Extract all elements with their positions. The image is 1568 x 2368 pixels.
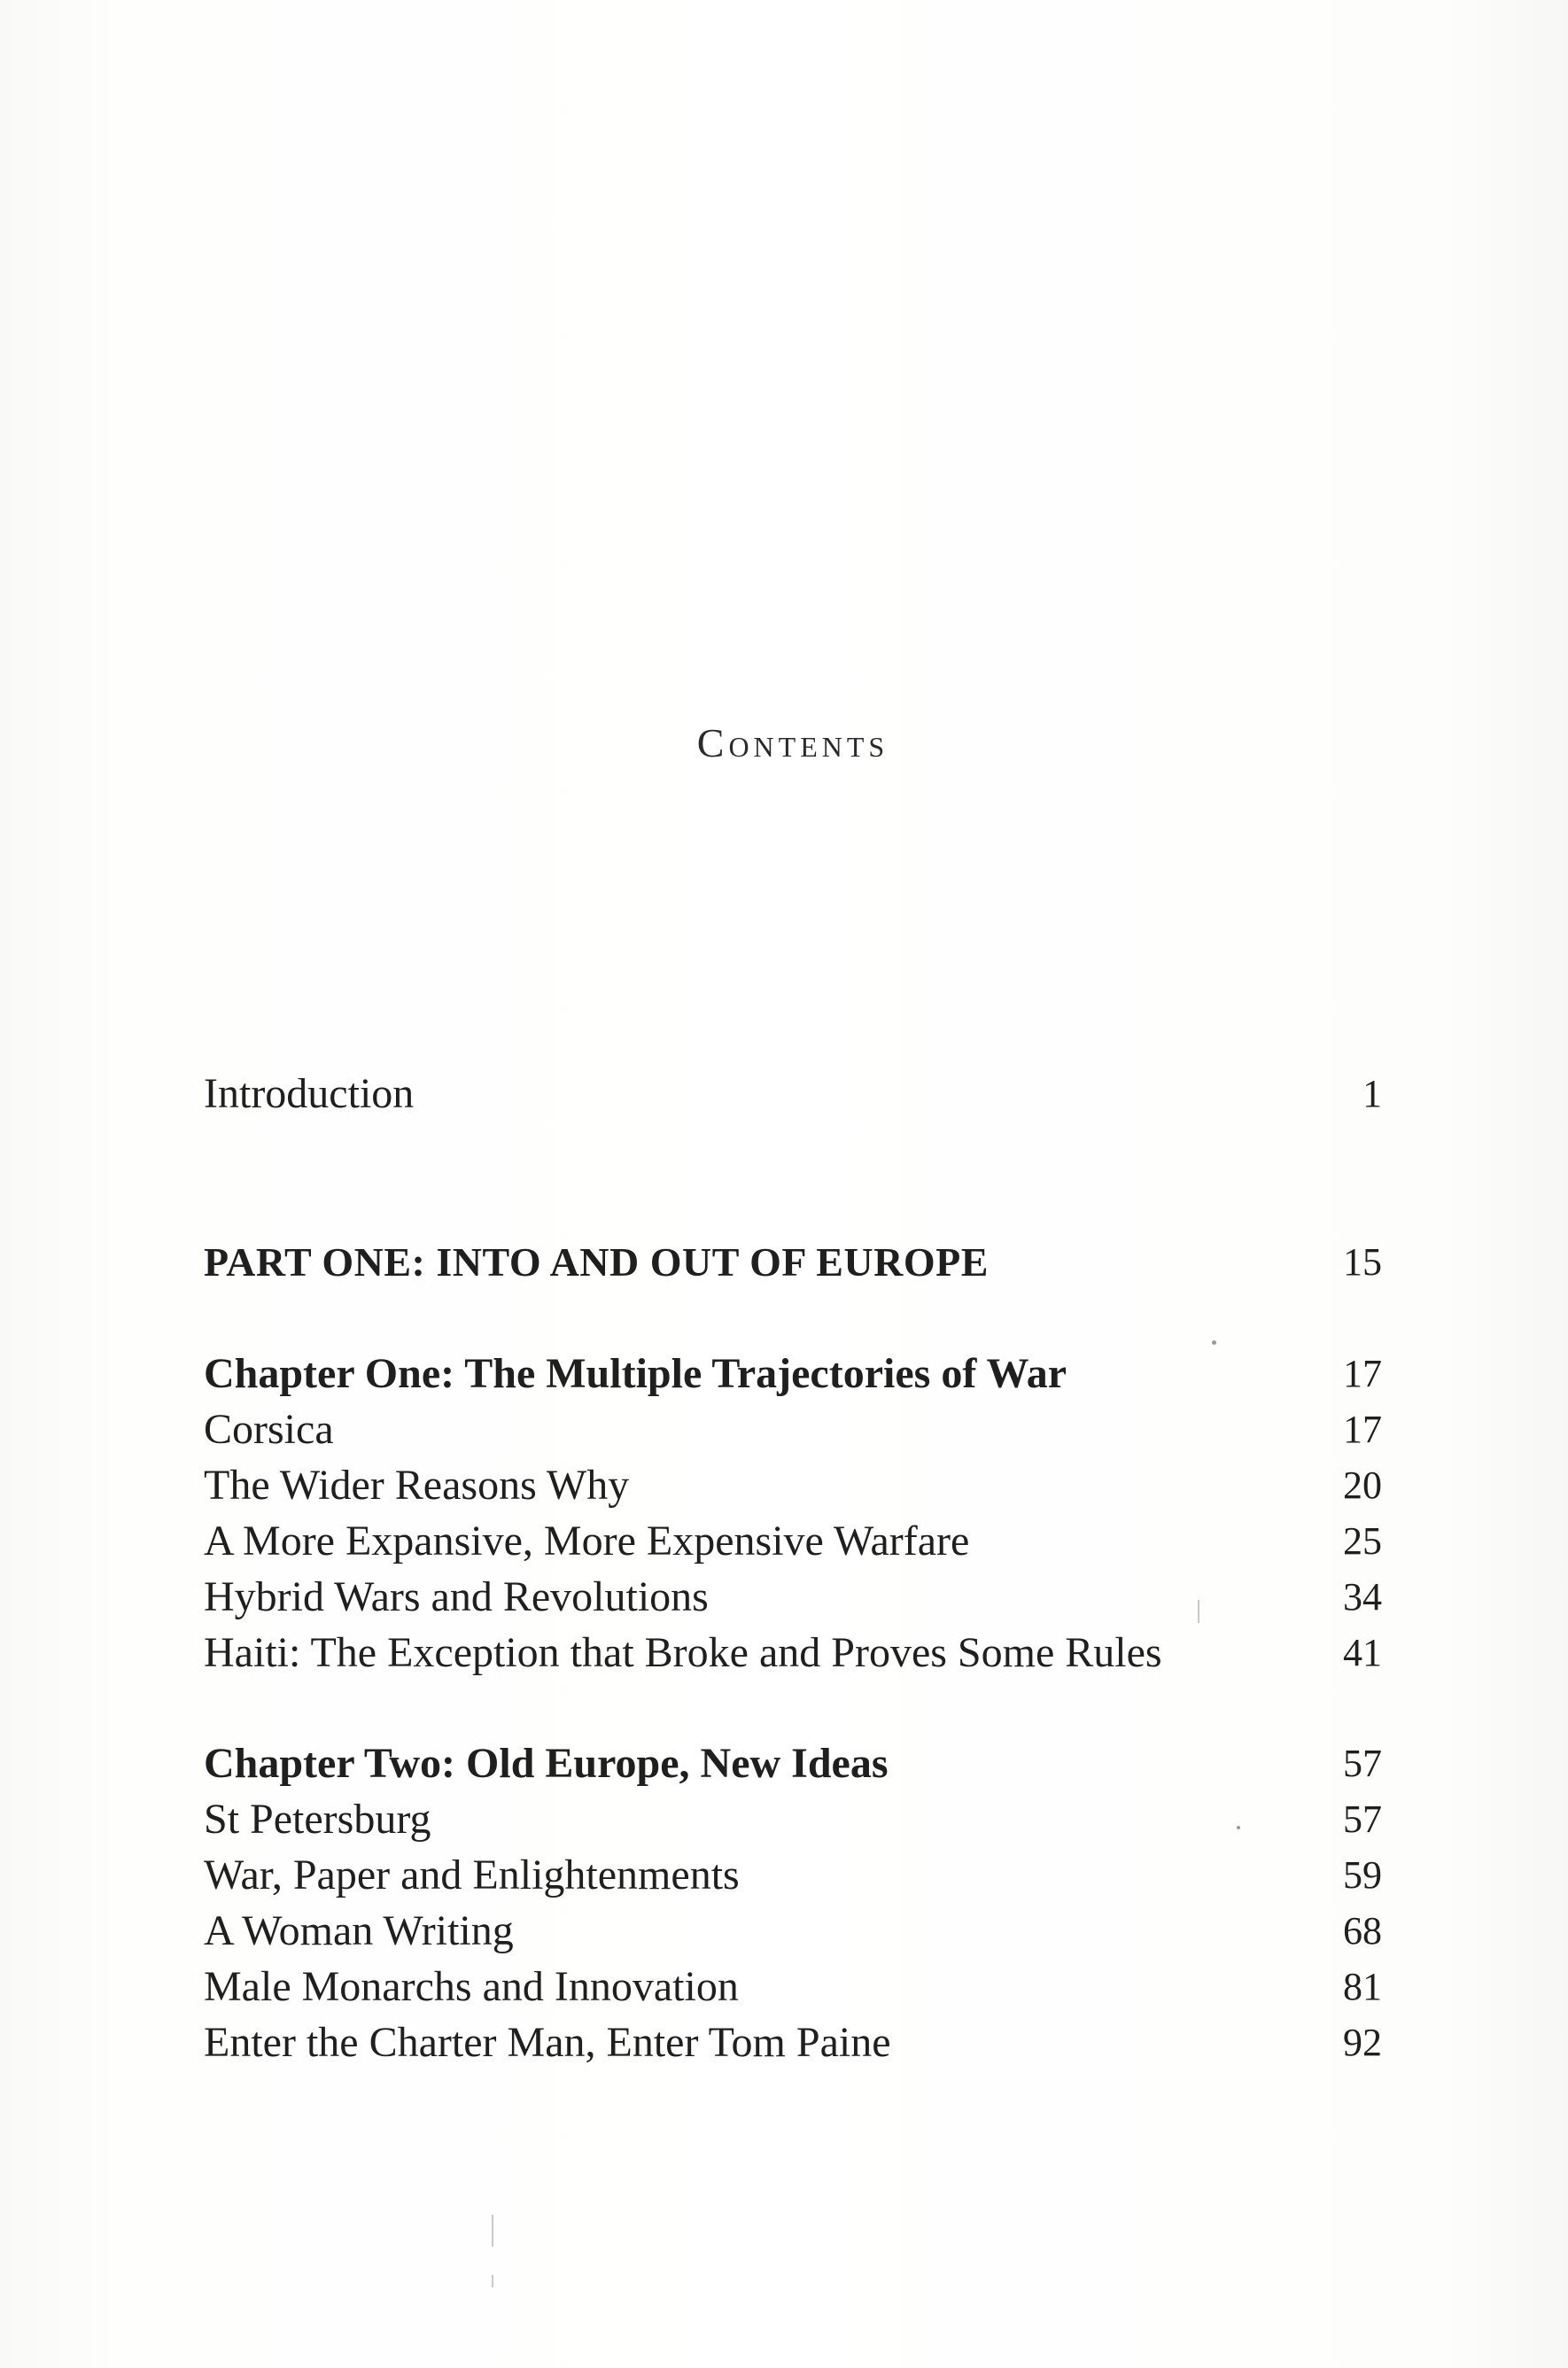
toc-entry-page: 25 <box>1343 1519 1382 1563</box>
toc-entry-page: 59 <box>1343 1853 1382 1897</box>
toc-entry-page: 92 <box>1343 2021 1382 2064</box>
toc-entry <box>204 2015 1382 2070</box>
toc-entry-title: Haiti: The Exception that Broke and Proves Some Rules <box>204 1629 1162 1676</box>
contents-heading: Contents <box>696 720 889 765</box>
toc-entry-page: 17 <box>1343 1408 1382 1451</box>
toc-entry <box>204 1458 1382 1513</box>
toc-part-one <box>204 1235 1382 1290</box>
toc-entry-page: 17 <box>1343 1352 1382 1395</box>
toc-entry-title: Corsica <box>204 1406 334 1453</box>
toc-chapter-two <box>204 1736 1382 1791</box>
toc-part-title: PART ONE: INTO AND OUT OF EUROPE <box>204 1239 989 1285</box>
toc-entry-introduction <box>204 1067 1382 1122</box>
toc-entry-title: A Woman Writing <box>204 1907 514 1954</box>
scan-mark <box>492 2215 493 2247</box>
scan-mark <box>492 2275 493 2287</box>
toc-entry-page: 68 <box>1343 1909 1382 1953</box>
toc-entry-title: Introduction <box>204 1070 415 1117</box>
toc-entry-title: St Petersburg <box>204 1796 431 1843</box>
toc-entry <box>204 1792 1382 1847</box>
scan-mark <box>1198 1600 1199 1623</box>
toc-entry-page: 1 <box>1362 1072 1382 1115</box>
toc-entry <box>204 1848 1382 1903</box>
toc-entry-page: 41 <box>1343 1631 1382 1674</box>
toc-entry-page: 81 <box>1343 1965 1382 2008</box>
toc-entry-title: The Wider Reasons Why <box>204 1462 630 1509</box>
toc-entry <box>204 1626 1382 1681</box>
toc-entry-page: 15 <box>1343 1240 1382 1284</box>
toc-entry-page: 57 <box>1343 1742 1382 1785</box>
toc-entry-page: 20 <box>1343 1464 1382 1507</box>
toc-chapter-title: Chapter Two: Old Europe, New Ideas <box>204 1740 889 1787</box>
toc-chapter-title: Chapter One: The Multiple Trajectories of War <box>204 1350 1067 1397</box>
toc-entry-title: A More Expansive, More Expensive Warfare <box>204 1518 970 1564</box>
scan-speck <box>1237 1826 1240 1829</box>
toc-entry-title: Enter the Charter Man, Enter Tom Paine <box>204 2019 891 2066</box>
toc-entry-title: War, Paper and Enlightenments <box>204 1852 740 1898</box>
toc-entry <box>204 1402 1382 1457</box>
toc-entry-title: Male Monarchs and Innovation <box>204 1963 739 2010</box>
toc-entry-page: 34 <box>1343 1575 1382 1619</box>
toc-entry <box>204 1904 1382 1959</box>
toc-entry <box>204 1514 1382 1569</box>
toc-chapter-one <box>204 1347 1382 1401</box>
scan-speck <box>1212 1340 1216 1345</box>
toc-entry-title: Hybrid Wars and Revolutions <box>204 1573 709 1620</box>
toc-entry <box>204 1570 1382 1625</box>
toc-entry <box>204 1960 1382 2015</box>
toc-entry-page: 57 <box>1343 1797 1382 1841</box>
